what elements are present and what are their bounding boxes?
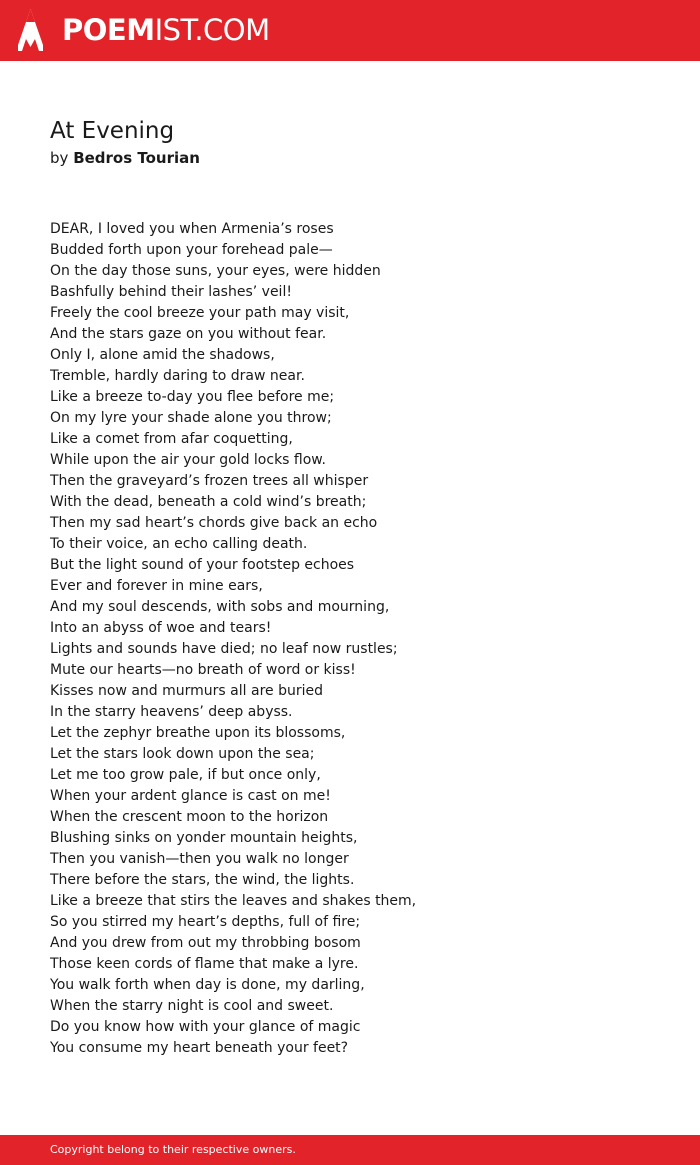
poem-line: Like a comet from afar coquetting, — [50, 431, 293, 447]
poem-line: Lights and sounds have died; no leaf now rustles; — [50, 641, 398, 657]
poem-line: Bashfully behind their lashes’ veil! — [50, 284, 292, 300]
poem-line: Only I, alone amid the shadows, — [50, 347, 275, 363]
poem-line: Do you know how with your glance of magic — [50, 1019, 361, 1035]
poem-line: Ever and forever in mine ears, — [50, 578, 263, 594]
poem-line: Blushing sinks on yonder mountain heights, — [50, 830, 358, 846]
poem-line: In the starry heavens’ deep abyss. — [50, 704, 293, 720]
poem-line: When the crescent moon to the horizon — [50, 809, 329, 825]
byline — [50, 148, 200, 168]
poem-line: Those keen cords of flame that make a lyre. — [50, 956, 359, 972]
poem-line: Like a breeze to-day you flee before me; — [50, 389, 335, 405]
poem-line: And you drew from out my throbbing bosom — [50, 935, 361, 951]
poem-line: And my soul descends, with sobs and mourning, — [50, 599, 390, 615]
site-logo[interactable] — [62, 13, 270, 47]
poem-line: When the starry night is cool and sweet. — [50, 998, 334, 1014]
poem-line: But the light sound of your footstep echoes — [50, 557, 355, 573]
poem-line: DEAR, I loved you when Armenia’s roses — [50, 221, 334, 237]
poem-line: To their voice, an echo calling death. — [50, 536, 308, 552]
poem-line: Like a breeze that stirs the leaves and shakes them, — [50, 893, 417, 909]
poem-line: Let me too grow pale, if but once only, — [50, 767, 321, 783]
poem-line: Let the stars look down upon the sea; — [50, 746, 315, 762]
poem-line: Into an abyss of woe and tears! — [50, 620, 272, 636]
poem-line: You consume my heart beneath your feet? — [50, 1040, 349, 1056]
poem-line: Mute our hearts—no breath of word or kiss! — [50, 662, 356, 678]
poem-line: Then you vanish—then you walk no longer — [50, 851, 349, 867]
poem-line: On the day those suns, your eyes, were hidden — [50, 263, 381, 279]
poem-line: Let the zephyr breathe upon its blossoms, — [50, 725, 346, 741]
poem-line: Freely the cool breeze your path may visit, — [50, 305, 350, 321]
poem-line: Budded forth upon your forehead pale— — [50, 242, 333, 258]
byline-prefix: by — [50, 149, 69, 167]
poem-line: There before the stars, the wind, the lights. — [50, 872, 355, 888]
copyright-text: Copyright belong to their respective owners. — [50, 1143, 296, 1156]
logo-light-text: IST.COM — [154, 13, 270, 47]
poem-line: Kisses now and murmurs all are buried — [50, 683, 323, 699]
poem-line: Tremble, hardly daring to draw near. — [50, 368, 305, 384]
poem-line: So you stirred my heart’s depths, full of fire; — [50, 914, 361, 930]
poem-line: Then my sad heart’s chords give back an echo — [50, 515, 378, 531]
pencil-tip-icon[interactable] — [18, 9, 43, 51]
site-footer — [0, 1135, 700, 1165]
logo-bold-text: POEM — [62, 13, 155, 47]
poem-body — [50, 219, 670, 1059]
poem-line: When your ardent glance is cast on me! — [50, 788, 331, 804]
author-name: Bedros Tourian — [73, 149, 200, 167]
poem-line: While upon the air your gold locks flow. — [50, 452, 326, 468]
poem-line: You walk forth when day is done, my darling, — [50, 977, 365, 993]
poem-line: With the dead, beneath a cold wind’s breath; — [50, 494, 367, 510]
poem-line: Then the graveyard’s frozen trees all whisper — [50, 473, 369, 489]
poem-line: And the stars gaze on you without fear. — [50, 326, 327, 342]
poem-title: At Evening — [50, 118, 175, 144]
site-header — [0, 0, 700, 61]
poem-line: On my lyre your shade alone you throw; — [50, 410, 332, 426]
